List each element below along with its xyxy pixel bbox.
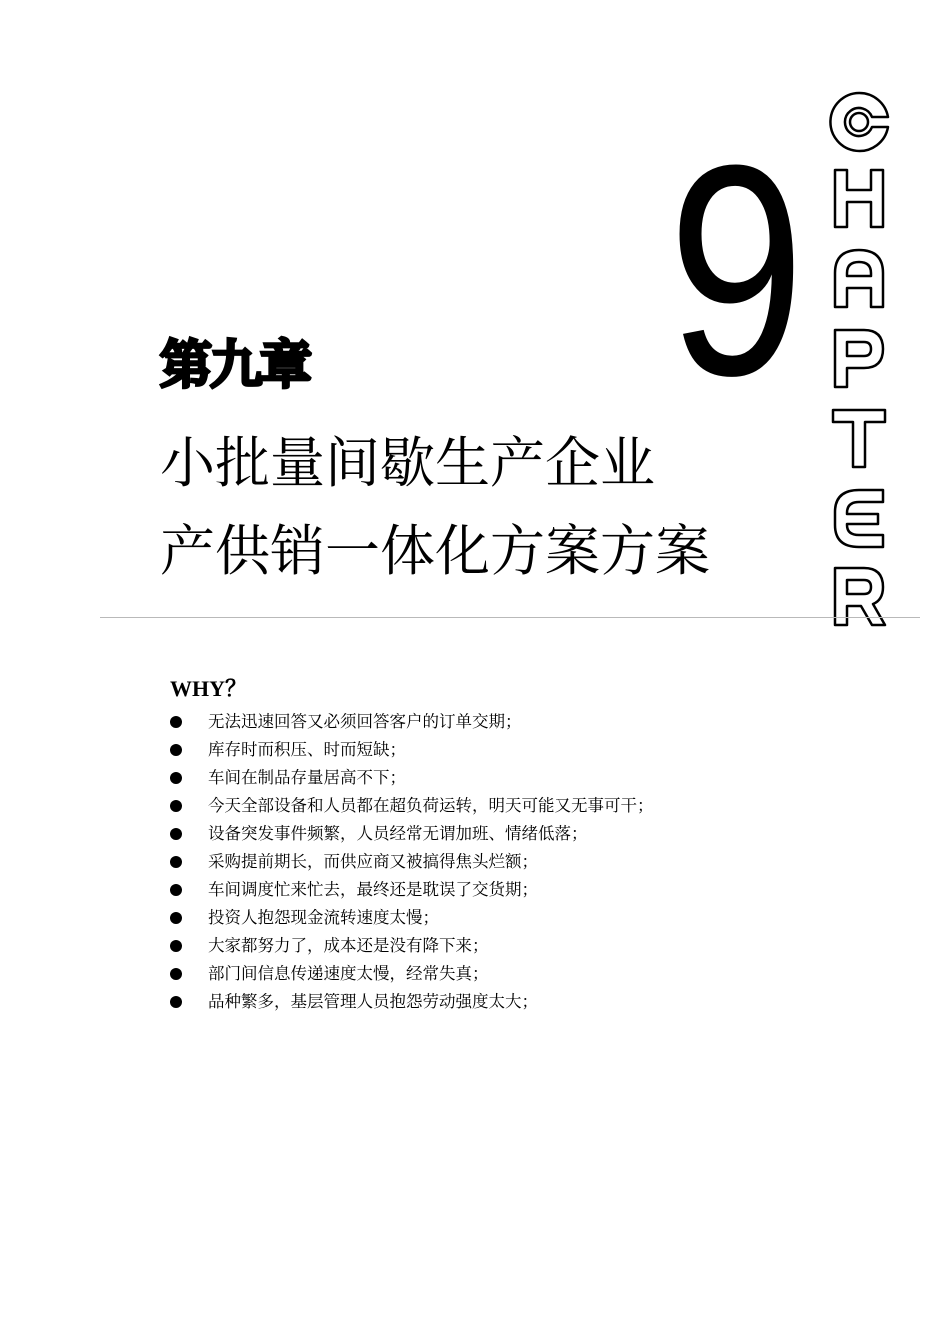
list-item-text: 采购提前期长，而供应商又被搞得焦头烂额； <box>208 852 538 871</box>
letter-t <box>833 410 885 467</box>
list-item <box>168 708 654 736</box>
letter-p <box>835 330 883 387</box>
chapter-vertical-word <box>826 90 892 630</box>
list-item-text: 品种繁多，基层管理人员抱怨劳动强度太大； <box>208 992 538 1011</box>
section-divider <box>100 617 920 618</box>
bullet-dot-icon <box>170 716 182 728</box>
bullet-dot-icon <box>170 940 182 952</box>
list-item <box>168 960 654 988</box>
list-item-text: 设备突发事件频繁，人员经常无谓加班、情绪低落； <box>208 824 588 843</box>
bullet-dot-icon <box>170 968 182 980</box>
bullet-dot-icon <box>170 856 182 868</box>
list-item-text: 库存时而积压、时而短缺； <box>208 740 406 759</box>
why-list <box>168 708 654 1016</box>
list-item <box>168 820 654 848</box>
list-item <box>168 988 654 1016</box>
chapter-number-label: 第九章 <box>160 336 311 396</box>
list-item-text: 部门间信息传递速度太慢，经常失真； <box>208 964 489 983</box>
list-item <box>168 848 654 876</box>
list-item-text: 无法迅速回答又必须回答客户的订单交期； <box>208 712 522 731</box>
bullet-dot-icon <box>170 772 182 784</box>
bullet-dot-icon <box>170 744 182 756</box>
chapter-title-line-1: 小批量间歇生产企业 <box>160 431 656 495</box>
chapter-title-line-2: 产供销一体化方案方案 <box>160 519 711 583</box>
list-item <box>168 932 654 960</box>
letter-h <box>835 170 883 227</box>
chapter-big-numeral: 9 <box>668 102 805 438</box>
list-item <box>168 764 654 792</box>
letter-a <box>835 250 883 307</box>
why-heading: WHY？ <box>170 676 248 701</box>
bullet-dot-icon <box>170 912 182 924</box>
list-item-text: 今天全部设备和人员都在超负荷运转，明天可能又无事可干； <box>208 796 654 815</box>
list-item <box>168 792 654 820</box>
list-item <box>168 736 654 764</box>
letter-c <box>830 93 888 151</box>
bullet-dot-icon <box>170 828 182 840</box>
list-item-text: 大家都努力了，成本还是没有降下来； <box>208 936 489 955</box>
list-item <box>168 904 654 932</box>
letter-e <box>835 490 883 547</box>
list-item-text: 车间调度忙来忙去，最终还是耽误了交货期； <box>208 880 538 899</box>
chapter-letters-graphic <box>826 90 892 630</box>
bullet-dot-icon <box>170 884 182 896</box>
list-item <box>168 876 654 904</box>
list-item-text: 车间在制品存量居高不下； <box>208 768 406 787</box>
list-item-text: 投资人抱怨现金流转速度太慢； <box>208 908 439 927</box>
bullet-dot-icon <box>170 996 182 1008</box>
bullet-dot-icon <box>170 800 182 812</box>
